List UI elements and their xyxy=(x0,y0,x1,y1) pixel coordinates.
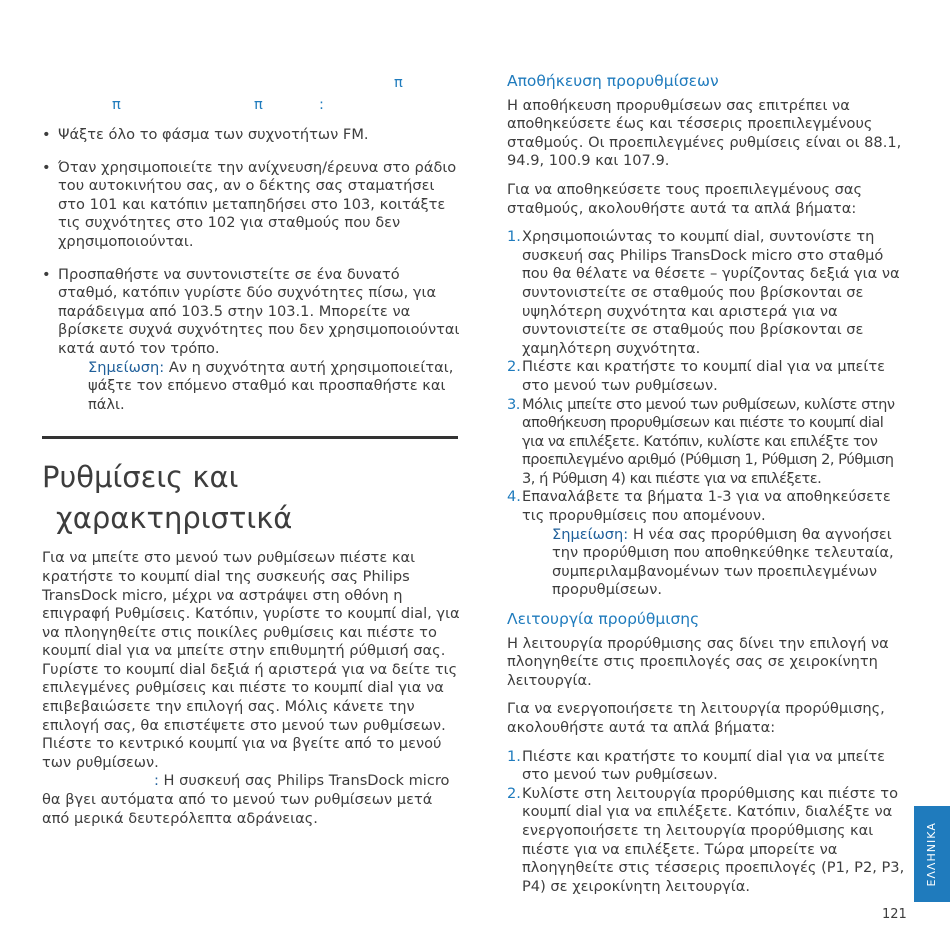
step-number: 1. xyxy=(507,228,521,246)
preset-mode-steps xyxy=(507,748,905,897)
language-tab-label: ΕΛΛΗΝΙΚΑ xyxy=(924,821,938,887)
step-text: Κυλίστε στη λειτουργία προρύθμισης και πιέστε το κουμπί dial για να επιλέξετε. Κατόπιν, διαλέξτε να ενεργοποιήσετε τη λειτουργία προρύθμισης και πιέστε για να επιλέξετε. Τώρα μπορείτε να πλοηγηθείτε στις τέσσερις προεπιλογές (P1, P2, P3, P4) σε χειροκίνητη λειτουργία. xyxy=(522,784,905,895)
step-text: Πιέστε και κρατήστε το κουμπί dial για να μπείτε στο μενού των ρυθμίσεων. xyxy=(522,358,885,394)
list-item xyxy=(507,488,905,600)
page-title-line2: χαρακτηριστικά xyxy=(56,501,293,536)
section-heading-preset-mode: Λειτουργία προρύθμισης xyxy=(507,610,700,629)
bullet-icon: • xyxy=(42,126,51,143)
note-label: Σημείωση: xyxy=(88,358,165,376)
list-item xyxy=(507,748,905,785)
title-fragment-colon: : xyxy=(319,96,324,113)
note xyxy=(522,526,905,600)
preset-storage-steps xyxy=(507,228,905,600)
step-text: Επαναλάβετε τα βήματα 1-3 για να αποθηκεύσετε τις προρυθμίσεις που απομένουν. xyxy=(522,488,891,525)
tips-list xyxy=(42,126,460,414)
step-number: 2. xyxy=(507,358,521,376)
bullet-icon: • xyxy=(42,265,51,283)
list-item xyxy=(507,358,905,395)
list-item xyxy=(42,266,460,415)
list-item xyxy=(507,396,905,489)
section-title-fragment-line2 xyxy=(42,96,460,126)
note-label: : xyxy=(154,772,159,790)
section-title-fragment: π xyxy=(394,74,403,91)
list-item xyxy=(42,159,460,252)
step-number: 2. xyxy=(507,784,521,802)
paragraph: Για να αποθηκεύσετε τους προεπιλεγμένους σας σταθμούς, ακολουθήστε αυτά τα απλά βήματα: xyxy=(507,180,863,217)
note xyxy=(58,359,460,415)
step-number: 1. xyxy=(507,747,521,765)
list-item xyxy=(42,126,460,145)
section-divider xyxy=(42,436,458,439)
title-fragment-pi-1: π xyxy=(112,96,121,113)
step-text: Μόλις μπείτε στο μενού των ρυθμίσεων, κυλίστε στην αποθήκευση προρυθμίσεων και πιέστε το κουμπί dial για να επιλέξετε. Κατόπιν, κυλίστε και επιλέξτε τον προεπιλεγμένο αριθμό (Ρύθμιση 1, Ρύθμιση 2, Ρύθμιση 3, ή Ρύθμιση 4) και πιέστε για να επιλέξετε. xyxy=(522,395,895,487)
bullet-text: Προσπαθήστε να συντονιστείτε σε ένα δυνατό σταθμό, κατόπιν γυρίστε δύο συχνότητες πίσω, για παράδειγμα από 103.5 στην 103.1. Μπορείτε να βρίσκετε συχνά συχνότητες που δεν χρησιμοποιούνται κατά αυτό τον τρόπο. xyxy=(58,265,460,357)
paragraph: Η αποθήκευση προρυθμίσεων σας επιτρέπει να αποθηκεύσετε έως και τέσσερις προεπιλεγμένους σταθμούς. Οι προεπιλεγμένες ρυθμίσεις είναι οι 88.1, 94.9, 100.9 και 107.9. xyxy=(507,96,902,170)
paragraph: Για να ενεργοποιήσετε τη λειτουργία προρύθμισης, ακολουθήστε αυτά τα απλά βήματα: xyxy=(507,700,885,736)
bullet-icon: • xyxy=(42,158,51,176)
language-tab xyxy=(914,806,950,902)
step-text: Πιέστε και κρατήστε το κουμπί dial για να μπείτε στο μενού των ρυθμίσεων. xyxy=(522,747,885,784)
section-heading-preset-storage: Αποθήκευση προρυθμίσεων xyxy=(507,72,719,90)
step-text: Χρησιμοποιώντας το κουμπί dial, συντονίστε τη συσκευή σας Philips TransDock micro στο σταθμό που θα θέλατε να θέσετε – γυρίζοντας δεξιά για να συντονιστείτε σε σταθμούς που βρίσκονται σε υψηλότερη συχνότητα και αριστερά για να συντονιστείτε σε σταθμούς που βρίσκονται σε χαμηλότερη συχνότητα. xyxy=(522,228,900,357)
bullet-text: Ψάξτε όλο το φάσμα των συχνοτήτων FM. xyxy=(58,126,369,143)
list-item xyxy=(507,785,905,897)
note-text: Η συσκευή σας Philips TransDock micro θα βγει αυτόματα από το μενού των ρυθμίσεων μετά από μερικά δευτερόλεπτα αδράνειας. xyxy=(42,772,450,827)
paragraph: Η λειτουργία προρύθμισης σας δίνει την επιλογή να πλοηγηθείτε στις προεπιλογές σας σε χειροκίνητη λειτουργία. xyxy=(507,634,889,689)
note-text: Η νέα σας προρύθμιση θα αγνοήσει την προρύθμιση που αποθηκεύθηκε τελευταία, συμπεριλαμβανομένων των προεπιλεγμένων προρυθμίσεων. xyxy=(552,525,894,599)
right-column xyxy=(507,72,905,906)
page-title-line1: Ρυθμίσεις και xyxy=(42,460,239,495)
page-number: 121 xyxy=(882,907,907,922)
page-title xyxy=(42,457,460,539)
list-item xyxy=(507,228,905,358)
note-label: Σημείωση: xyxy=(552,525,629,543)
settings-body-text xyxy=(42,549,460,828)
settings-body: Για να μπείτε στο μενού των ρυθμίσεων πιέστε και κρατήστε το κουμπί dial της συσκευής σας Philips TransDock micro, μέχρι να αστράψει στη οθόνη η επιγραφή Ρυθμίσεις. Κατόπιν, γυρίστε το κουμπί dial, για να πλοηγηθείτε στις ποικίλες ρυθμίσεις και πιέστε το κουμπί dial για να μπείτε στην επιθυμητή ρύθμισή σας. Γυρίστε το κουμπί dial δεξιά ή αριστερά για να δείτε τις επιλεγμένες ρυθμίσεις και πιέστε το κουμπί dial για να επιβεβαιώσετε την επιλογή σας. Μόλις κάνετε την επιλογή σας, θα επιστέψετε στο μενού των ρυθμίσεων. Πιέστε το κεντρικό κουμπί για να βγείτε από το μενού των ρυθμίσεων. xyxy=(42,549,460,771)
bullet-text: Όταν χρησιμοποιείτε την ανίχνευση/έρευνα στο ράδιο του αυτοκινήτου σας, αν ο δέκτης σας σταματήσει στο 101 και κατόπιν μεταπηδήσει στο 103, κοιτάξτε τις συχνότητες στο 102 για σταθμούς που δεν χρησιμοποιούνται. xyxy=(58,158,457,250)
step-number: 4. xyxy=(507,488,521,506)
title-fragment-pi-2: π xyxy=(254,96,263,113)
note-text: Αν η συχνότητα αυτή χρησιμοποιείται, ψάξτε τον επόμενο σταθμό και προσπαθήστε και πάλι. xyxy=(88,358,454,413)
left-column xyxy=(42,74,460,828)
step-number: 3. xyxy=(507,395,520,413)
